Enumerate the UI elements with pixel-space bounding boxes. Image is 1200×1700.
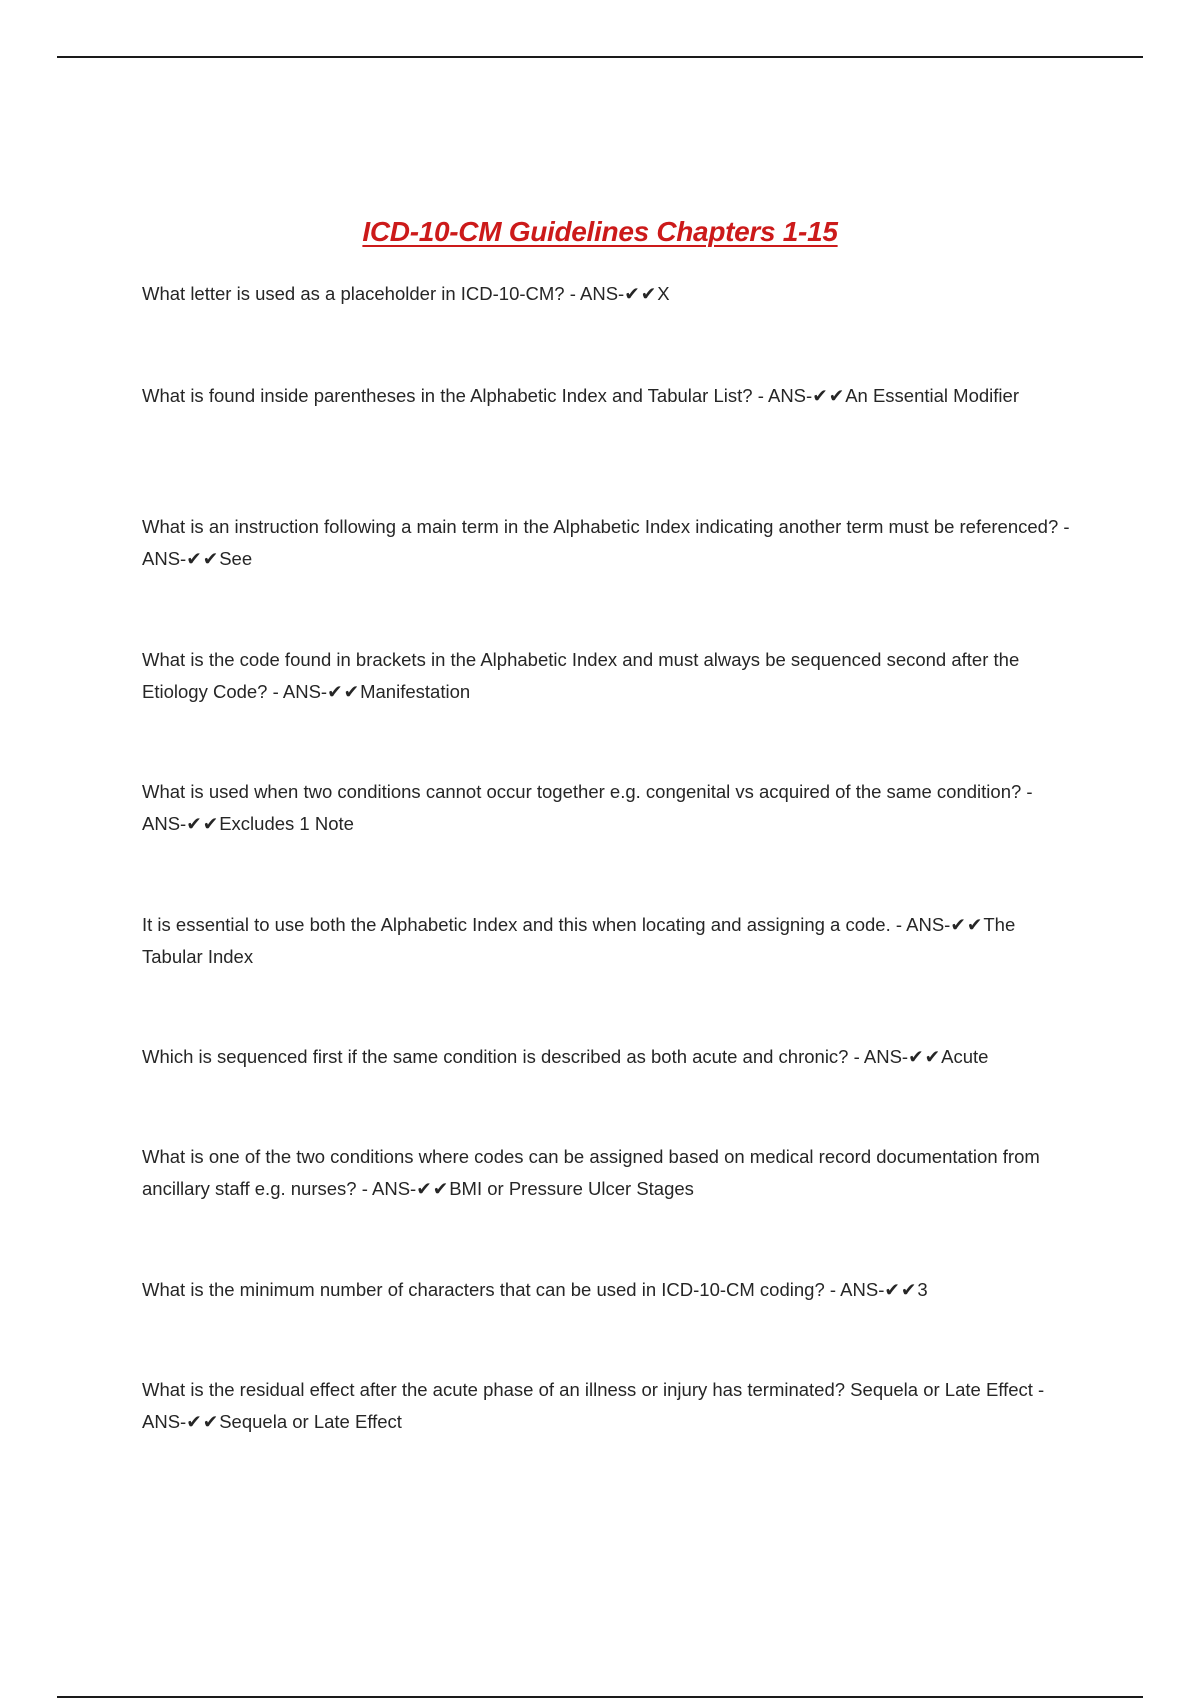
- check-mark-icon: ✔✔: [908, 1046, 942, 1067]
- document-title-text: ICD-10-CM Guidelines Chapters 1-15: [362, 216, 838, 247]
- qa-item-8: [142, 1141, 1072, 1205]
- bottom-rule: [57, 1696, 1143, 1698]
- question-text: What is the minimum number of characters that can be used in ICD-10-CM coding? - ANS-: [142, 1279, 885, 1300]
- answer-text: X: [657, 283, 670, 304]
- qa-item-7: [142, 1041, 1072, 1073]
- top-rule: [57, 56, 1143, 58]
- check-mark-icon: ✔✔: [884, 1279, 918, 1300]
- qa-item-3: [142, 511, 1072, 575]
- answer-text: Manifestation: [360, 681, 471, 702]
- qa-item-5: [142, 776, 1072, 840]
- check-mark-icon: ✔✔: [186, 548, 220, 569]
- answer-text: 3: [917, 1279, 928, 1300]
- answer-text: Acute: [941, 1046, 989, 1067]
- answer-text: BMI or Pressure Ulcer Stages: [449, 1178, 694, 1199]
- document-title: [0, 214, 1200, 250]
- answer-text: Sequela or Late Effect: [219, 1411, 402, 1432]
- answer-text: Excludes 1 Note: [219, 813, 354, 834]
- answer-text: An Essential Modifier: [845, 385, 1019, 406]
- question-text: What is found inside parentheses in the Alphabetic Index and Tabular List? - ANS-: [142, 385, 813, 406]
- qa-item-1: [142, 278, 1072, 310]
- question-text: What is used when two conditions cannot occur together e.g. congenital vs acquired of the same condition? - ANS-: [142, 781, 1033, 834]
- qa-item-4: [142, 644, 1072, 708]
- check-mark-icon: ✔✔: [624, 283, 658, 304]
- check-mark-icon: ✔✔: [186, 1411, 220, 1432]
- check-mark-icon: ✔✔: [812, 385, 846, 406]
- question-text: What is an instruction following a main term in the Alphabetic Index indicating another term must be referenced? - ANS-: [142, 516, 1070, 569]
- question-text: What letter is used as a placeholder in ICD-10-CM? - ANS-: [142, 283, 625, 304]
- qa-item-9: [142, 1274, 1072, 1306]
- answer-text: The Tabular Index: [142, 914, 1016, 967]
- qa-item-2: [142, 380, 1072, 412]
- question-text: What is one of the two conditions where codes can be assigned based on medical record documentation from ancillary staff e.g. nurses? - ANS-: [142, 1146, 1040, 1199]
- qa-item-10: [142, 1374, 1072, 1438]
- question-text: It is essential to use both the Alphabetic Index and this when locating and assigning a code. - ANS-: [142, 914, 951, 935]
- qa-item-6: [142, 909, 1072, 973]
- answer-text: See: [219, 548, 253, 569]
- question-text: What is the code found in brackets in the Alphabetic Index and must always be sequenced second after the Etiology Code? - ANS-: [142, 649, 1020, 702]
- check-mark-icon: ✔✔: [950, 914, 984, 935]
- check-mark-icon: ✔✔: [416, 1178, 450, 1199]
- check-mark-icon: ✔✔: [186, 813, 220, 834]
- question-text: What is the residual effect after the acute phase of an illness or injury has terminated? Sequela or Late Effect - ANS-: [142, 1379, 1045, 1432]
- check-mark-icon: ✔✔: [327, 681, 361, 702]
- question-text: Which is sequenced first if the same condition is described as both acute and chronic? - ANS-: [142, 1046, 909, 1067]
